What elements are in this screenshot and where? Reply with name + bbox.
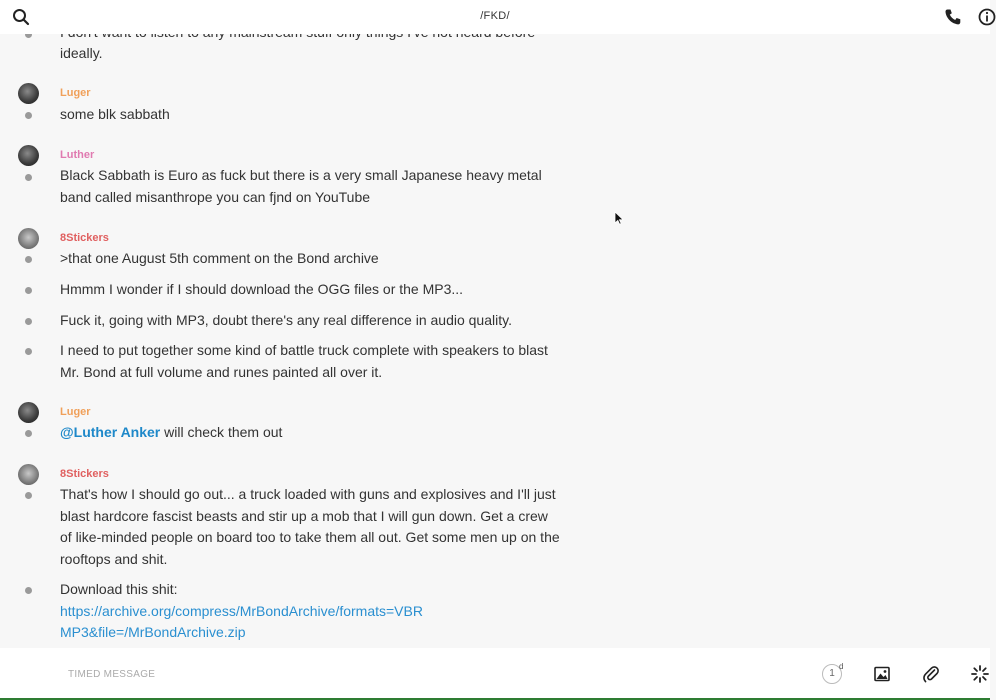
message-link[interactable]: https://archive.org/compress/MrBondArchive/formats=VBR MP3&file=/MrBondArchive.zip	[60, 602, 423, 640]
info-icon[interactable]	[978, 8, 996, 26]
message-text	[60, 422, 560, 444]
avatar[interactable]	[18, 145, 39, 166]
author-name[interactable]: Luger	[60, 406, 91, 418]
message-text: some blk sabbath	[60, 106, 170, 122]
message-text: Hmmm I wonder if I should download the OGG files or the MP3...	[60, 281, 464, 297]
message-dot	[25, 174, 32, 181]
author-name[interactable]: Luger	[60, 87, 91, 99]
message-dot	[25, 348, 32, 355]
timer-unit: d	[839, 662, 844, 671]
avatar[interactable]	[18, 402, 39, 423]
message-input[interactable]: TIMED MESSAGE	[68, 669, 156, 680]
message-text: ideally.	[60, 45, 103, 61]
message-dot	[25, 587, 32, 594]
chat-header	[0, 0, 990, 34]
message-composer	[0, 648, 990, 700]
phone-icon[interactable]	[944, 8, 962, 26]
message-list[interactable]	[0, 34, 990, 648]
message-text: Fuck it, going with MP3, doubt there's any real difference in audio quality.	[60, 312, 512, 328]
user-mention[interactable]: @Luther Anker	[60, 424, 161, 440]
message-dot	[25, 430, 32, 437]
message-text: Black Sabbath is Euro as fuck but there is a very small Japanese heavy metal band called misanthrope you can fjnd on YouTube	[60, 167, 542, 205]
timer-value: 1	[829, 668, 835, 679]
message-text	[60, 579, 460, 644]
message-text: I need to put together some kind of battle truck complete with speakers to blast Mr. Bond at full volume and runes painted all over it.	[60, 342, 548, 380]
author-name[interactable]: 8Stickers	[60, 232, 109, 244]
sparkle-icon[interactable]	[970, 664, 990, 684]
avatar[interactable]	[18, 83, 39, 104]
message-dot	[25, 256, 32, 263]
message-dot	[25, 492, 32, 499]
avatar[interactable]	[18, 464, 39, 485]
conversation-title: /FKD/	[480, 10, 510, 22]
author-name[interactable]: Luther	[60, 149, 95, 161]
message-dot	[25, 287, 32, 294]
message-text: Download this shit:	[60, 581, 178, 597]
avatar[interactable]	[18, 228, 39, 249]
message-text: That's how I should go out... a truck loaded with guns and explosives and I'll just blast hardcore fascist beasts and stir up a mob that I will gun down. Get a crew of like-minded people on board too to take them all out. Get some men up on the rooftops and shit.	[60, 486, 560, 567]
message-text: >that one August 5th comment on the Bond archive	[60, 250, 379, 266]
message-dot	[25, 318, 32, 325]
mouse-cursor-icon	[614, 211, 624, 225]
message-text-rest: will check them out	[160, 424, 283, 440]
attachment-icon[interactable]	[921, 664, 941, 684]
message-dot	[25, 112, 32, 119]
image-icon[interactable]	[872, 664, 892, 684]
author-name[interactable]: 8Stickers	[60, 468, 109, 480]
